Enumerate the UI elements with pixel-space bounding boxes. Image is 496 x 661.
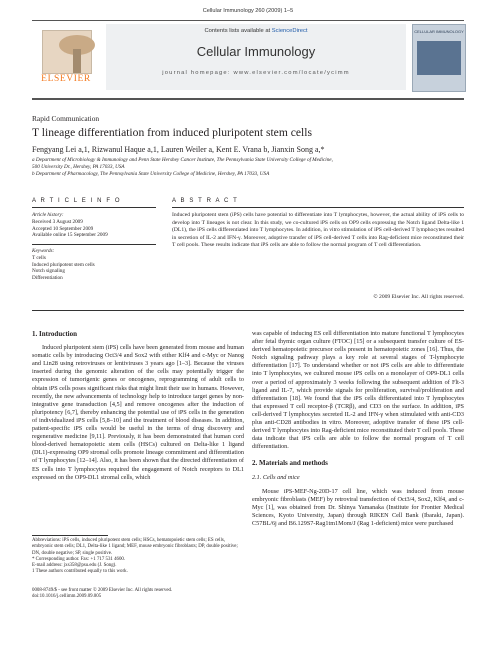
footnote-rule xyxy=(32,535,108,536)
intro-paragraph: Induced pluripotent stem (iPS) cells have been generated from mouse and human somatic cells by introducing Oct3/4 and Sox2 with either Klf4 and c-Myc or Nanog and Lin28 using retroviruses or lentiviruses 3 years ago [1–3]. Because the viruses inserted during the genomic alteration of the cells may potentially trigger the expression of tumorigenic genes or oncogenes, reprogramming of adult cells to obtain iPS cells poses significant risks that might limit their use in humans. However, recently, the new advancements of technology help to introduce target genes by non-integrative gene transduction [4,5] and remove oncogenes after the induction of pluripotency [6,7], thereby enhancing the potential use of iPS cells in the generation of individualized iPS cells [5,8–10] and the treatment of blood diseases. In addition, patient-specific iPS cells would be useful in the terms of drug discovery and regenerative medicine [9,11]. Previously, it has been demonstrated that human cord blood-derived hematopoietic stem cells (HSCs) cultured on Delta-like 1 ligand (DL1)-expressing OP9 stromal cells promote lineage commitment and differentiation of T lymphocytes [12–14]. Also, it has been shown that the directed differentiation of ES cells into T lymphocytes required the engagement of Notch receptors to DL1 expressed on the OP9-DL1 stromal cells, which xyxy=(32,344,244,481)
methods-paragraph: Mouse iPS-MEF-Ng-20D-17 cell line, which was induced from mouse embryonic fibroblasts (MEF) by retroviral transfection of Oct3/4, Sox2, Klf4, and c-Myc [1], was obtained from Dr. Shinya Yamanaka (Institute for Frontier Medical Sciences, Kyoto University, Japan) through RIKEN Cell Bank (Ibaraki, Japan). C57BL/6j and B6.129S7-Rag1tm1Mom/J (Rag 1-deficient) mice were purchased xyxy=(252,487,464,527)
doi-link[interactable]: doi:10.1016/j.cellimm.2009.09.005 xyxy=(32,594,102,600)
abstract-bottom-rule xyxy=(32,310,464,311)
section-1-title: 1. Introduction xyxy=(32,330,77,338)
journal-name: Cellular Immunology xyxy=(196,44,316,59)
cover-image xyxy=(417,41,461,75)
right-column xyxy=(252,330,464,528)
journal-homepage-link[interactable]: journal homepage: www.elsevier.com/locate/ycimm xyxy=(162,70,350,76)
author-list: Fengyang Lei a,1, Rizwanul Haque a,1, Lauren Weiler a, Kent E. Vrana b, Jianxin Song a,* xyxy=(32,145,325,154)
intro-paragraph-continued: was capable of inducing ES cell differentiation into mature functional T lymphocytes after fetal thymic organ culture (FTOC) [15] or a subsequent transfer culture of ES-derived hematopoietic precursor cells present in hematopoietic zones [16]. Thus, the Notch signaling pathway plays a key role at several stages of T-lymphocyte differentiation [17]. To understand whether or not iPS cells are able to differentiate into T lymphocytes, we cultured mouse iPS cells on a monolayer of OP9-DL1 cells over a period of approximately 3 weeks following the subsequent addition of Flt-3 ligand and IL-7, which provide signals for proliferation, survival/proliferation and differentiation [18]. We found that the iPS cells differentiated into T lymphocytes that expressed T cell receptor-β (TCRβ), and CD3 on the surface. In addition, iPS cell-derived T lymphocytes secreted IL-2 and IFN-γ when stimulated with anti-CD3 plus anti-CD28 antibodies in vitro. Moreover, adoptive transfer of these iPS cell-derived T lymphocytes into Rag-deficient mice reconstituted their T cell pools. These data indicate that iPS cells are able to follow the normal program of T cell differentiation. xyxy=(252,330,464,451)
info-divider xyxy=(32,244,156,245)
page-footer: 0008-8749/$ - see front matter © 2009 Elsevier Inc. All rights reserved. doi:10.1016/j.cellimm.2009.09.005 xyxy=(32,588,252,600)
abstract-text: Induced pluripotent stem (iPS) cells have potential to differentiate into T lymphocytes, however, the actual ability of iPS cells to develop into T lineages is not clear. In this study, we co-cultured iPS cells on OP9 cells expressing the Notch ligand Delta-like 1 (DL1), the iPS cells differentiated into T lymphocytes. In addition, in vitro stimulation of iPS cell-derived T lymphocytes resulted in secretion of IL-2 and IFN-γ. Moreover, adoptive transfer of iPS cell-derived T cells into Rag-deficient mice reconstituted their T cell pools. These results indicate that iPS cells are able to follow the normal program of T cell differentiation. xyxy=(172,212,464,249)
article-info-header: A R T I C L E I N F O xyxy=(32,198,122,204)
info-rule xyxy=(32,207,156,208)
abstract-rule xyxy=(172,207,464,208)
tree-logo-icon xyxy=(42,30,92,74)
subsection-2-1-title: 2.1. Cells and mice xyxy=(252,473,300,481)
email-link[interactable]: E-mail address: jxs358@psu.edu (J. Song). xyxy=(32,563,117,569)
masthead-rule xyxy=(32,98,464,100)
article-title: T lineage differentiation from induced pluripotent stem cells xyxy=(32,126,312,139)
affiliation-a: a Department of Microbiology & Immunology and Penn State Hershey Cancer Institute, The Pennsylvania State University College of Medicine, 500 University Dr., Hershey, PA 17033, USA xyxy=(32,157,333,170)
elsevier-logo xyxy=(32,30,100,86)
masthead xyxy=(32,24,464,96)
article-history: Article history: Received 3 August 2009 Accepted 10 September 2009 Available online 15 September 2009 xyxy=(32,212,108,239)
journal-panel xyxy=(106,24,406,90)
abstract-copyright: © 2009 Elsevier Inc. All rights reserved. xyxy=(373,294,464,300)
footnotes: Abbreviations: iPS cells, induced pluripotent stem cells; HSCs, hematopoietic stem cells; ES cells, embryonic stem cells; DL1, Delta-like 1 ligand; MEF, mouse embryonic fibroblasts; DP, double positive; DN, double negative; SP, single positive. * Corresponding author. Fax: +1 717 531 4600. E-mail address: jxs358@psu.edu (J. Song). 1 These authors contributed equally to this work. xyxy=(32,538,244,576)
affiliation-b: b Department of Pharmacology, The Pennsylvania State University College of Medicine, Hershey, PA 17033, USA xyxy=(32,171,270,177)
journal-cover xyxy=(412,24,466,92)
sciencedirect-link[interactable]: ScienceDirect xyxy=(271,28,308,34)
running-header: Cellular Immunology 260 (2009) 1–5 xyxy=(202,8,294,14)
keywords: Keywords: T cells Induced pluripotent stem cells Notch signaling Differentiation xyxy=(32,248,95,282)
article-type: Rapid Communication xyxy=(32,114,100,123)
contents-line: Contents lists available at ScienceDirect xyxy=(204,28,308,34)
left-column xyxy=(32,330,244,482)
section-2-title: 2. Materials and methods xyxy=(252,459,328,468)
cover-title: CELLULAR IMMUNOLOGY xyxy=(414,29,464,34)
abstract-header: A B S T R A C T xyxy=(172,198,239,204)
publisher-name: ELSEVIER xyxy=(41,74,91,84)
top-rule xyxy=(32,20,464,21)
